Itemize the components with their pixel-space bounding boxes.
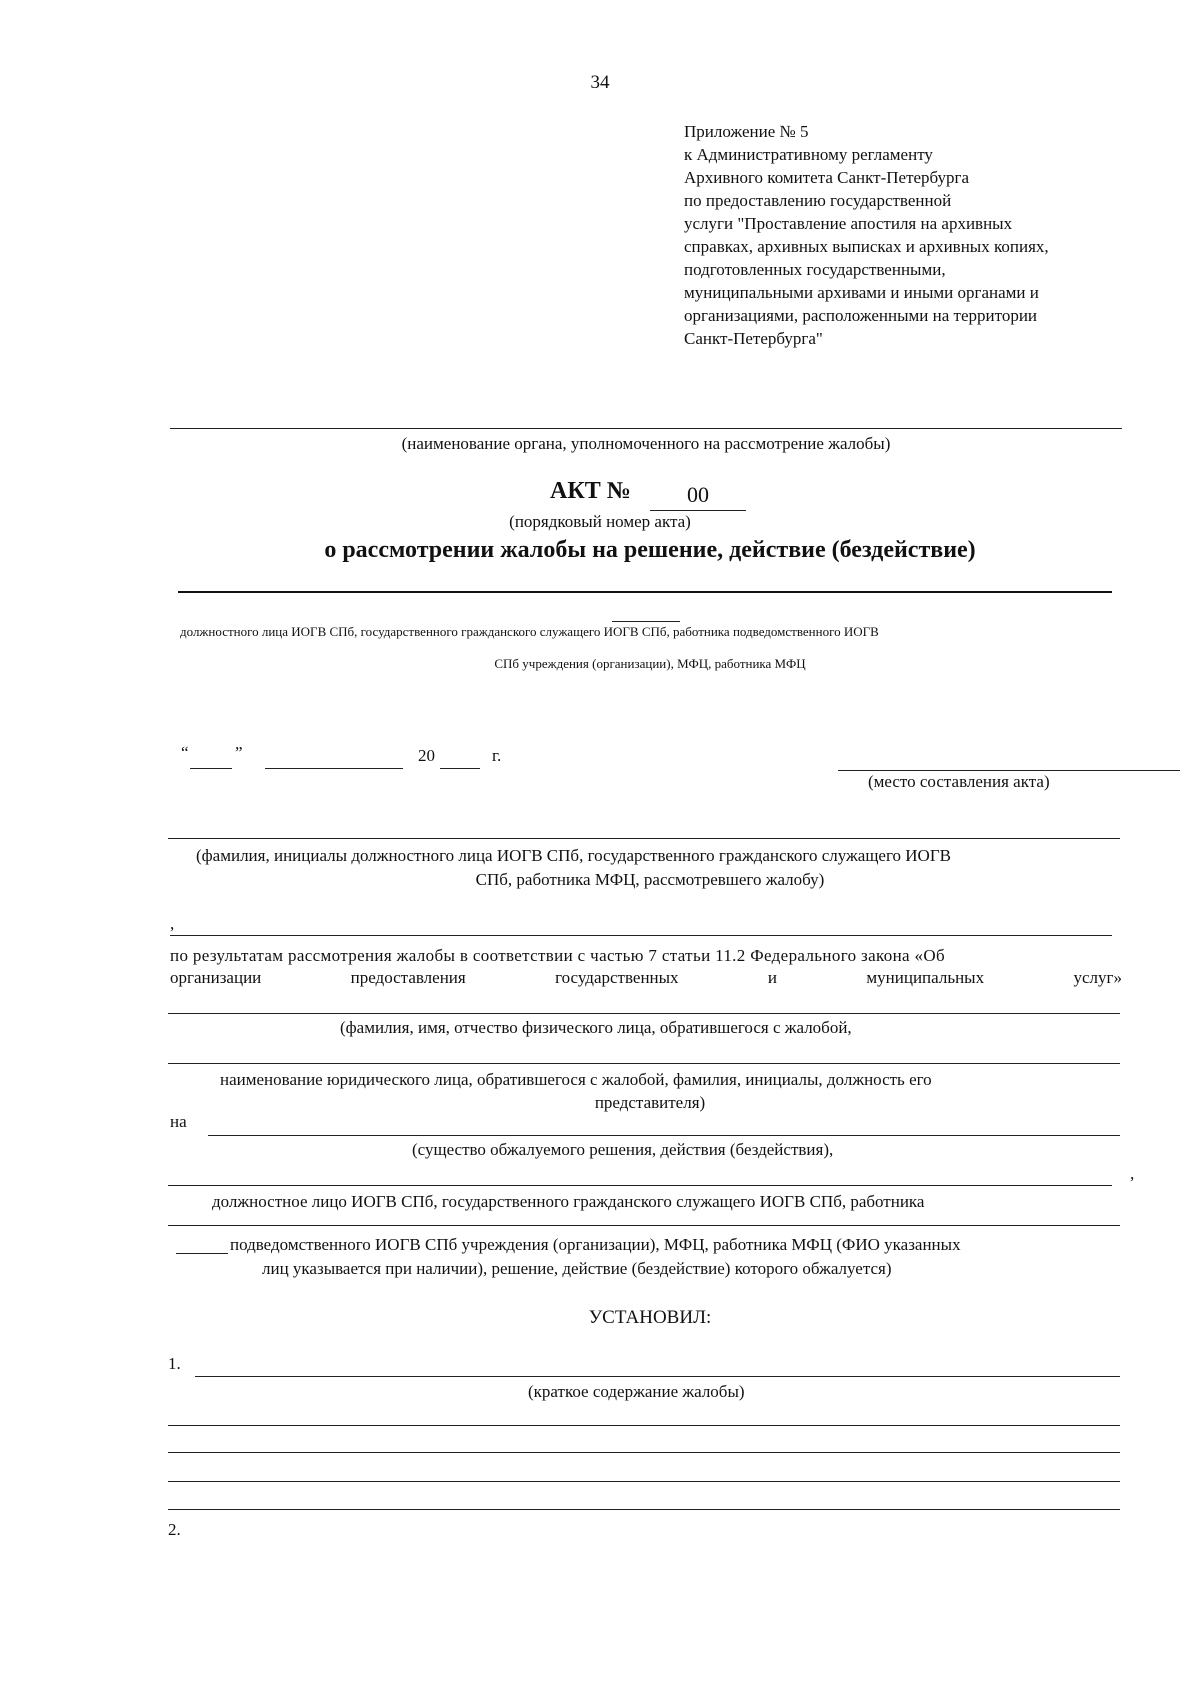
applicant-field-line	[168, 1013, 1120, 1014]
date-year-suffix: г.	[492, 746, 502, 765]
official2-caption-line2: подведомственного ИОГВ СПб учреждения (организации), МФЦ, работника МФЦ (ФИО указанных	[230, 1235, 961, 1254]
organ-caption: (наименование органа, уполномоченного на рассмотрение жалобы)	[401, 434, 891, 453]
act-number: 00	[687, 482, 709, 507]
results-word: предоставления	[350, 968, 466, 987]
place-field-line	[838, 770, 1180, 771]
appendix-line: муниципальными архивами и иными органами и	[684, 283, 1039, 302]
date-year-line	[440, 768, 480, 769]
results-word: услуг»	[1073, 968, 1122, 987]
item1-line-3	[168, 1452, 1120, 1453]
appendix-line: по предоставлению государственной	[684, 191, 952, 210]
results-word: организации	[170, 968, 262, 987]
page-number: 34	[590, 72, 610, 93]
reviewer-field-line	[168, 838, 1120, 839]
results-word: государственных	[555, 968, 679, 987]
reviewer-caption-line2: СПб, работника МФЦ, рассмотревшего жалобу)	[475, 870, 825, 889]
appendix-line: справках, архивных выписках и архивных копиях,	[684, 237, 1049, 256]
official-caption-line2: СПб учреждения (организации), МФЦ, работника МФЦ	[494, 656, 806, 671]
results-line2	[170, 968, 1122, 988]
official2-caption-line1: должностное лицо ИОГВ СПб, государственного гражданского служащего ИОГВ СПб, работника	[212, 1192, 925, 1211]
act-number-line	[650, 510, 746, 511]
short-line	[612, 621, 680, 622]
item2-number: 2.	[168, 1520, 181, 1539]
appendix-line: услуги "Проставление апостиля на архивных	[684, 214, 1013, 233]
item1-number: 1.	[168, 1354, 181, 1373]
date-month-line	[265, 768, 403, 769]
appendix-line: организациями, расположенными на территории	[684, 306, 1038, 325]
date-open-quote: “	[181, 743, 189, 762]
official-field-line	[178, 591, 1112, 593]
date-close-quote: ”	[235, 743, 243, 762]
results-line1: по результатам рассмотрения жалобы в соответствии с частью 7 статьи 11.2 Федерального закона «Об	[170, 946, 946, 965]
established-heading: УСТАНОВИЛ:	[588, 1307, 712, 1328]
essence-comma: ,	[1130, 1164, 1135, 1183]
legal-caption-line2: представителя)	[594, 1093, 706, 1112]
item1-field-line	[195, 1376, 1120, 1377]
on-label: на	[170, 1112, 187, 1131]
official2-field-line	[168, 1225, 1120, 1226]
act-title: АКТ №	[550, 478, 631, 504]
appendix-line: подготовленных государственными,	[684, 260, 946, 279]
date-year-prefix: 20	[418, 746, 435, 765]
official2-caption-line3: лиц указывается при наличии), решение, действие (бездействие) которого обжалуется)	[262, 1259, 892, 1278]
results-word: муниципальных	[866, 968, 985, 987]
official2-short-line	[176, 1253, 228, 1254]
act-subtitle: о рассмотрении жалобы на решение, действие (бездействие)	[324, 537, 976, 563]
item1-caption: (краткое содержание жалобы)	[528, 1382, 745, 1401]
date-day-line	[190, 768, 232, 769]
appendix-line: Архивного комитета Санкт-Петербурга	[684, 168, 970, 187]
essence-caption: (существо обжалуемого решения, действия (бездействия),	[412, 1140, 834, 1159]
results-word: и	[767, 968, 778, 987]
organ-field-line	[170, 428, 1122, 429]
item1-line-4	[168, 1481, 1120, 1482]
applicant-field-line-2	[168, 1063, 1120, 1064]
item1-line-5	[168, 1509, 1120, 1510]
comma-mark: ,	[170, 914, 175, 933]
legal-caption-line1: наименование юридического лица, обратившегося с жалобой, фамилия, инициалы, должность его	[220, 1070, 932, 1089]
appendix-line: к Административному регламенту	[684, 145, 933, 164]
appendix-block	[684, 120, 1049, 350]
essence-field-line	[168, 1185, 1112, 1186]
comma-field-line	[170, 935, 1112, 936]
reviewer-caption-line1: (фамилия, инициалы должностного лица ИОГВ СПб, государственного гражданского служащего ИОГВ	[196, 846, 951, 865]
appendix-line: Приложение № 5	[684, 122, 809, 141]
appendix-line: Санкт-Петербурга"	[684, 329, 823, 348]
applicant-caption: (фамилия, имя, отчество физического лица, обратившегося с жалобой,	[340, 1018, 852, 1037]
on-field-line	[208, 1135, 1120, 1136]
item1-line-2	[168, 1425, 1120, 1426]
act-number-caption: (порядковый номер акта)	[509, 512, 691, 531]
official-caption-line1: должностного лица ИОГВ СПб, государственного гражданского служащего ИОГВ СПб, работника подведомственного ИОГВ	[180, 624, 879, 639]
place-caption: (место составления акта)	[868, 772, 1050, 791]
